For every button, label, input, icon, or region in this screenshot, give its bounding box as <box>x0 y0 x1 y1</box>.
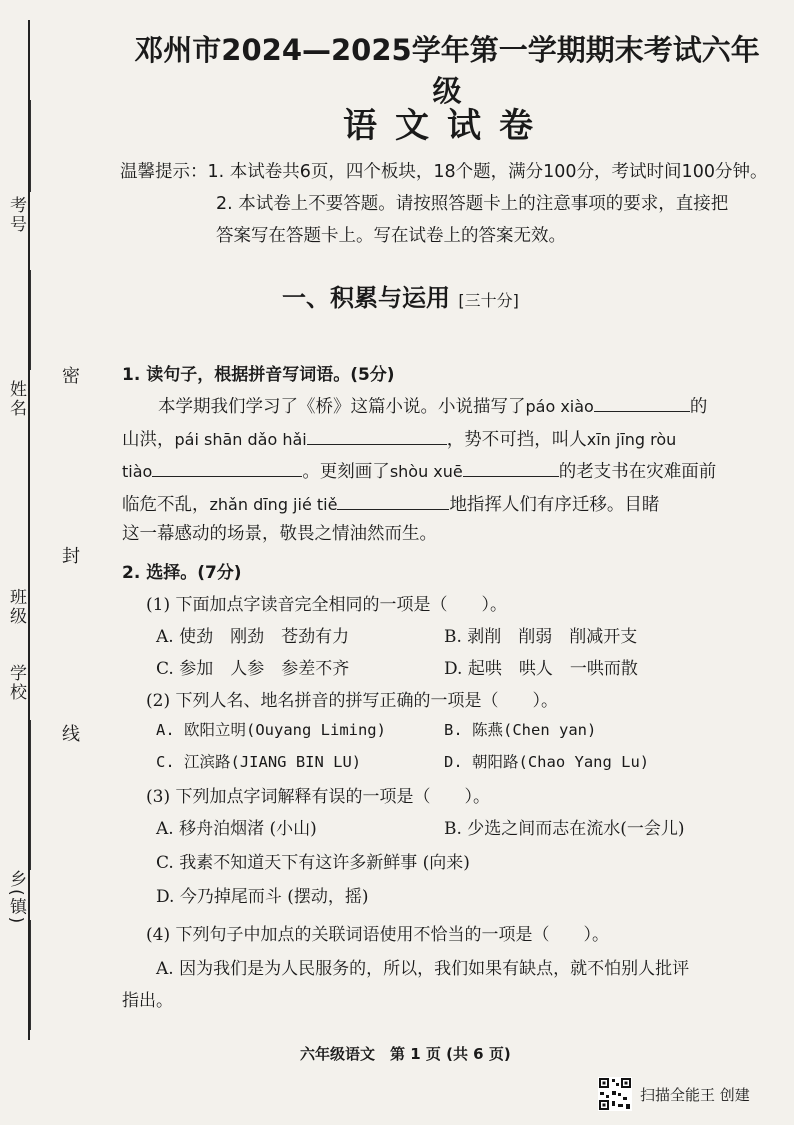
school-label: 学校 <box>6 664 26 702</box>
q2-4-option-a-line-2: 指出。 <box>122 991 173 1011</box>
q2-2-option-c: C. 江滨路(JIANG BIN LU) <box>156 753 362 771</box>
section-1-points: [三十分] <box>458 291 519 310</box>
q1-pinyin: tiào <box>122 462 153 481</box>
notice-line-3: 答案写在答题卡上。写在试卷上的答案无效。 <box>216 226 566 246</box>
q2-2-option-b: B. 陈燕(Chen yan) <box>444 721 597 739</box>
seal-xian: 线 <box>62 724 80 745</box>
q1-text: 本学期我们学习了《桥》这篇小说。小说描写了 <box>158 397 526 417</box>
q1-line-1 <box>158 395 707 417</box>
page-footer: 六年级语文 第 1 页 (共 6 页) <box>300 1045 511 1063</box>
q1-text: 地指挥人们有序迁移。目睹 <box>449 495 660 515</box>
class-label: 班级 <box>6 588 26 626</box>
exam-title: 邓州市2024—2025学年第一学期期末考试六年级 <box>134 33 760 108</box>
qr-code-icon <box>598 1077 632 1111</box>
q1-pinyin: shòu xuē <box>389 462 463 481</box>
section-1-heading: 一、积累与运用 <box>282 284 450 312</box>
q1-pinyin: xīn jīng ròu <box>586 430 677 449</box>
section-1-title <box>282 278 519 313</box>
school-field <box>6 720 31 870</box>
exam-number-field <box>6 100 31 192</box>
exam-number-label: 考号 <box>6 196 26 234</box>
seal-mi: 密 <box>62 366 80 387</box>
q2-2-option-a: A. 欧阳立明(Ouyang Liming) <box>156 721 386 739</box>
q1-pinyin: zhǎn dīng jié tiě <box>209 495 338 514</box>
q1-line-2 <box>122 428 676 450</box>
q1-text: 的 <box>689 397 708 417</box>
q2-sub-2: (2) 下列人名、地名拼音的拼写正确的一项是（ ）。 <box>146 691 558 711</box>
q1-line-3 <box>122 460 716 482</box>
notice-lead: 温馨提示： <box>120 162 208 182</box>
q1-text: ，势不可挡，叫人 <box>446 430 587 450</box>
q2-1-option-b: B. 剥削 削弱 削减开支 <box>444 627 638 647</box>
name-field <box>6 270 31 370</box>
q1-text: 的老支书在灾难面前 <box>558 462 717 482</box>
answer-blank <box>463 460 559 477</box>
q2-sub-4: (4) 下列句子中加点的关联词语使用不恰当的一项是（ ）。 <box>146 925 609 945</box>
q2-3-option-c: C. 我素不知道天下有这许多新鲜事 (向来) <box>156 853 470 873</box>
answer-blank <box>594 395 690 412</box>
q2-1-option-a: A. 使劲 刚劲 苍劲有力 <box>156 627 350 647</box>
answer-blank <box>152 460 302 477</box>
q2-3-option-d: D. 今乃掉尾而斗 (摆动，摇) <box>156 887 369 907</box>
notice-line-2: 2. 本试卷上不要答题。请按照答题卡上的注意事项的要求，直接把 <box>216 194 729 214</box>
notice-line-1 <box>120 164 767 182</box>
q1-text: 山洪， <box>122 430 175 450</box>
q2-sub-3: (3) 下列加点字词解释有误的一项是（ ）。 <box>146 787 490 807</box>
q1-line-4 <box>122 493 659 515</box>
q1-pinyin: páo xiào <box>525 397 594 416</box>
q2-2-option-d: D. 朝阳路(Chao Yang Lu) <box>444 753 650 771</box>
q2-1-option-d: D. 起哄 哄人 一哄而散 <box>444 659 638 679</box>
answer-blank <box>307 428 447 445</box>
q1-pinyin: pái shān dǎo hǎi <box>174 430 307 449</box>
seal-feng: 封 <box>62 546 80 567</box>
q2-sub-1: (1) 下面加点字读音完全相同的一项是（ ）。 <box>146 595 507 615</box>
answer-blank <box>337 493 449 510</box>
q1-text: 临危不乱， <box>122 495 210 515</box>
q2-4-option-a-line-1: A. 因为我们是为人民服务的，所以，我们如果有缺点，就不怕别人批评 <box>156 959 690 979</box>
q1-line-5: 这一幕感动的场景，敬畏之情油然而生。 <box>122 524 437 544</box>
q1-text: 。更刻画了 <box>302 462 390 482</box>
name-label: 姓名 <box>6 380 26 418</box>
q2-3-option-b: B. 少选之间而志在流水(一会儿) <box>444 819 685 839</box>
scanner-watermark: 扫描全能王 创建 <box>640 1086 750 1104</box>
township-label: 乡(镇) <box>6 870 26 926</box>
notice-item-1: 1. 本试卷共6页，四个板块，18个题，满分100分，考试时间100分钟。 <box>207 162 768 182</box>
q1-heading: 1. 读句子，根据拼音写词语。(5分) <box>122 365 395 385</box>
exam-subtitle: 语文试卷 <box>343 106 551 146</box>
township-field <box>6 920 31 1030</box>
q2-1-option-c: C. 参加 人参 参差不齐 <box>156 659 350 679</box>
q2-heading: 2. 选择。(7分) <box>122 563 242 583</box>
q2-3-option-a: A. 移舟泊烟渚 (小山) <box>156 819 317 839</box>
